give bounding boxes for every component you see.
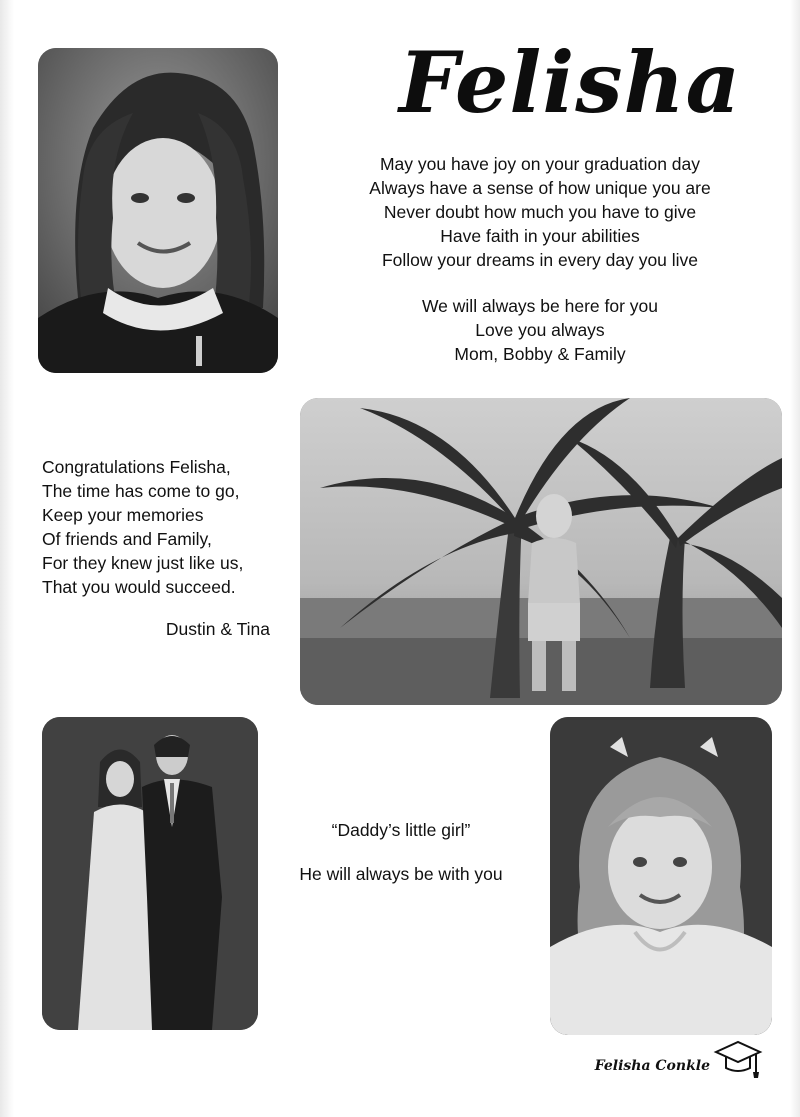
palm-tree-image [300,398,782,705]
child-portrait-photo [550,717,772,1035]
poem-signature: Mom, Bobby & Family [454,344,626,364]
palm-tree-childhood-photo [300,398,782,705]
poem-line: Keep your memories [42,505,204,525]
prom-couple-image [42,717,258,1030]
student-name-caption: Felisha Conkle [594,1058,710,1074]
poem-line: That you would succeed. [42,577,236,597]
quote-line: He will always be with you [299,864,503,884]
poem-line: Have faith in your abilities [440,226,640,246]
prom-couple-photo [42,717,258,1030]
poem-line: Never doubt how much you have to give [383,202,697,222]
poem-line: Follow your dreams in every day you live [381,250,699,270]
quote-line: “Daddy’s little girl” [331,820,471,840]
poem-line: Always have a sense of how unique you are [369,178,711,198]
poem-line: May you have joy on your graduation day [379,154,701,174]
graduation-cap-icon [712,1036,764,1082]
poem-line: The time has come to go, [42,481,240,501]
poem-closing-line: We will always be here for you [421,296,659,316]
friends-poem [42,455,292,641]
graduation-poem [300,152,780,366]
senior-portrait-photo [38,48,278,373]
memorial-quote [262,818,540,886]
poem-line: Congratulations Felisha, [42,457,231,477]
poem-line: For they knew just like us, [42,553,244,573]
senior-portrait-image [38,48,278,373]
child-portrait-image [550,717,772,1035]
poem-closing-line: Love you always [475,320,605,340]
page-title: Felisha [398,33,742,132]
poem-signature: Dustin & Tina [165,619,270,639]
poem-line: Of friends and Family, [42,529,212,549]
